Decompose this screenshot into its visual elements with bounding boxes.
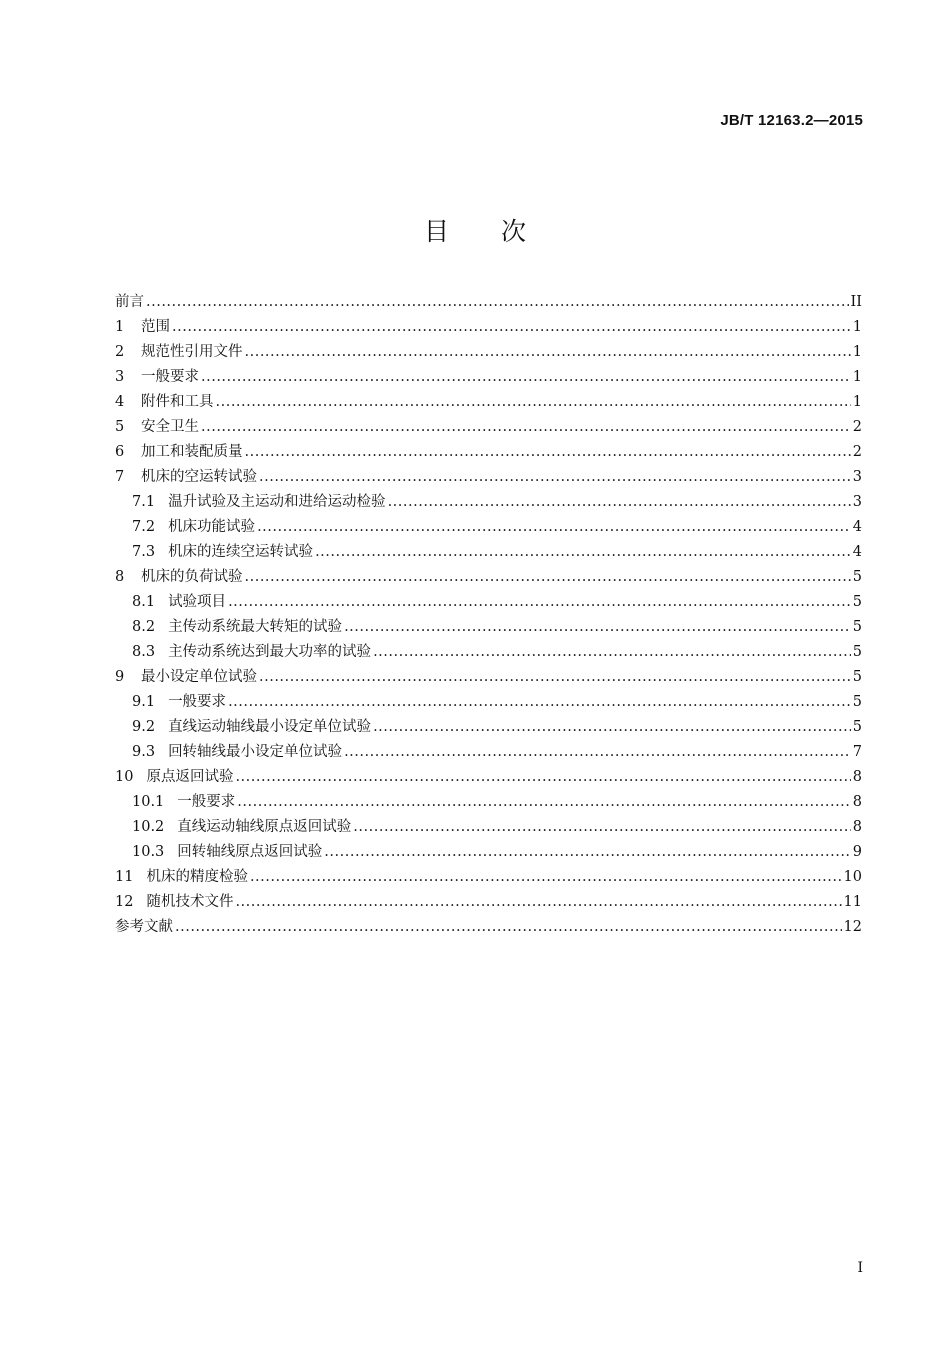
dot-leader: [216, 390, 851, 415]
toc-entry[interactable]: [115, 640, 862, 665]
toc-entry[interactable]: [115, 865, 862, 890]
toc-entry[interactable]: [115, 490, 862, 515]
toc-entry[interactable]: [115, 815, 862, 840]
toc-entry-page: 5: [852, 569, 862, 585]
toc-entry-page: 5: [852, 619, 862, 635]
dot-leader: [259, 665, 851, 690]
toc-entry-label: 加工和装配质量: [141, 444, 243, 460]
toc-entry[interactable]: [115, 690, 862, 715]
page-number: I: [857, 1260, 863, 1276]
dot-leader: [201, 415, 851, 440]
toc-entry[interactable]: [115, 390, 862, 415]
toc-entry-number: 12: [115, 894, 134, 910]
toc-entry[interactable]: [115, 590, 862, 615]
toc-entry-label: 规范性引用文件: [141, 344, 243, 360]
toc-entry-label: 机床的精度检验: [146, 869, 248, 885]
dot-leader: [324, 840, 850, 865]
toc-entry-number: 5: [115, 419, 125, 435]
toc-entry[interactable]: [115, 565, 862, 590]
toc-entry-page: 11: [843, 894, 862, 910]
toc-entry-page: 1: [852, 319, 862, 335]
toc-entry-number: 2: [115, 344, 125, 360]
dot-leader: [201, 365, 851, 390]
toc-entry-number: 9.1: [132, 694, 156, 710]
toc-entry-page: 5: [852, 694, 862, 710]
toc-entry[interactable]: [115, 665, 862, 690]
toc-entry-label: 机床的空运转试验: [141, 469, 257, 485]
toc-entry-label: 回转轴线原点返回试验: [177, 844, 323, 860]
toc-entry-label: 机床的负荷试验: [141, 569, 243, 585]
dot-leader: [353, 815, 850, 840]
dot-leader: [373, 715, 851, 740]
dot-leader: [245, 440, 851, 465]
toc-entry-page: 2: [852, 444, 862, 460]
dot-leader: [146, 290, 849, 315]
toc-entry-page: 10: [843, 869, 862, 885]
page-title: 目次: [423, 217, 578, 246]
dot-leader: [388, 490, 851, 515]
toc-entry-number: 7: [115, 469, 125, 485]
toc-entry[interactable]: [115, 740, 862, 765]
toc-entry[interactable]: [115, 290, 862, 315]
table-of-contents: [115, 290, 862, 940]
dot-leader: [344, 615, 851, 640]
dot-leader: [245, 340, 851, 365]
toc-entry-number: 7.1: [132, 494, 156, 510]
toc-entry[interactable]: [115, 915, 862, 940]
toc-entry[interactable]: [115, 790, 862, 815]
toc-entry-number: 7.2: [132, 519, 156, 535]
dot-leader: [235, 765, 850, 790]
toc-entry[interactable]: [115, 890, 862, 915]
dot-leader: [250, 865, 842, 890]
dot-leader: [172, 315, 851, 340]
toc-entry-label: 主传动系统达到最大功率的试验: [168, 644, 372, 660]
dot-leader: [245, 565, 851, 590]
toc-entry[interactable]: [115, 515, 862, 540]
toc-entry[interactable]: [115, 715, 862, 740]
dot-leader: [228, 590, 851, 615]
toc-entry-label: 前言: [115, 294, 144, 310]
toc-entry-label: 范围: [141, 319, 170, 335]
toc-entry-page: 8: [852, 794, 862, 810]
toc-entry[interactable]: [115, 340, 862, 365]
toc-entry-label: 直线运动轴线最小设定单位试验: [168, 719, 372, 735]
toc-entry-page: 5: [852, 594, 862, 610]
toc-entry-page: 5: [852, 719, 862, 735]
toc-entry[interactable]: [115, 465, 862, 490]
toc-entry-label: 一般要求: [177, 794, 236, 810]
toc-entry-number: 6: [115, 444, 125, 460]
toc-entry-label: 直线运动轴线原点返回试验: [177, 819, 352, 835]
toc-entry-number: 9.3: [132, 744, 156, 760]
toc-entry-page: 1: [852, 344, 862, 360]
toc-entry-number: 9: [115, 669, 125, 685]
toc-entry-label: 一般要求: [141, 369, 199, 385]
dot-leader: [315, 540, 851, 565]
toc-entry-page: 12: [843, 919, 862, 935]
toc-entry-page: 8: [852, 819, 862, 835]
toc-entry-label: 最小设定单位试验: [141, 669, 257, 685]
toc-entry-number: 8.2: [132, 619, 156, 635]
toc-entry-label: 试验项目: [168, 594, 227, 610]
toc-entry-label: 机床的连续空运转试验: [168, 544, 314, 560]
toc-entry[interactable]: [115, 315, 862, 340]
toc-entry-page: II: [850, 294, 862, 310]
toc-entry-page: 3: [852, 494, 862, 510]
dot-leader: [257, 515, 851, 540]
standard-code: JB/T 12163.2—2015: [720, 112, 863, 129]
toc-entry-label: 安全卫生: [141, 419, 199, 435]
toc-entry-number: 8: [115, 569, 125, 585]
toc-entry[interactable]: [115, 615, 862, 640]
toc-entry[interactable]: [115, 765, 862, 790]
toc-entry-label: 回转轴线最小设定单位试验: [168, 744, 343, 760]
toc-entry-page: 8: [852, 769, 862, 785]
toc-entry[interactable]: [115, 440, 862, 465]
dot-leader: [235, 890, 841, 915]
dot-leader: [373, 640, 851, 665]
dot-leader: [175, 915, 842, 940]
dot-leader: [259, 465, 851, 490]
dot-leader: [237, 790, 850, 815]
toc-entry-number: 1: [115, 319, 125, 335]
toc-entry-page: 4: [852, 519, 862, 535]
toc-entry-number: 9.2: [132, 719, 156, 735]
toc-entry-page: 1: [852, 394, 862, 410]
toc-entry-number: 8.1: [132, 594, 156, 610]
toc-entry-number: 8.3: [132, 644, 156, 660]
toc-entry-label: 温升试验及主运动和进给运动检验: [168, 494, 386, 510]
toc-entry-number: 10.3: [132, 844, 165, 860]
toc-entry-page: 4: [852, 544, 862, 560]
toc-entry-number: 4: [115, 394, 125, 410]
toc-entry-page: 2: [852, 419, 862, 435]
toc-entry-label: 一般要求: [168, 694, 227, 710]
toc-entry-label: 随机技术文件: [146, 894, 234, 910]
toc-entry-page: 9: [852, 844, 862, 860]
toc-entry-page: 5: [852, 669, 862, 685]
toc-entry[interactable]: [115, 540, 862, 565]
toc-entry-page: 5: [852, 644, 862, 660]
toc-entry-number: 3: [115, 369, 125, 385]
toc-entry[interactable]: [115, 840, 862, 865]
toc-entry-label: 原点返回试验: [146, 769, 234, 785]
toc-entry[interactable]: [115, 415, 862, 440]
toc-entry-number: 10: [115, 769, 134, 785]
toc-entry-number: 7.3: [132, 544, 156, 560]
dot-leader: [344, 740, 851, 765]
toc-entry-page: 1: [852, 369, 862, 385]
toc-entry[interactable]: [115, 365, 862, 390]
dot-leader: [228, 690, 851, 715]
toc-entry-page: 7: [852, 744, 862, 760]
toc-entry-label: 机床功能试验: [168, 519, 256, 535]
toc-entry-page: 3: [852, 469, 862, 485]
toc-entry-number: 10.1: [132, 794, 165, 810]
toc-entry-number: 11: [115, 869, 134, 885]
toc-entry-label: 参考文献: [115, 919, 173, 935]
toc-entry-number: 10.2: [132, 819, 165, 835]
toc-entry-label: 主传动系统最大转矩的试验: [168, 619, 343, 635]
toc-entry-label: 附件和工具: [141, 394, 214, 410]
